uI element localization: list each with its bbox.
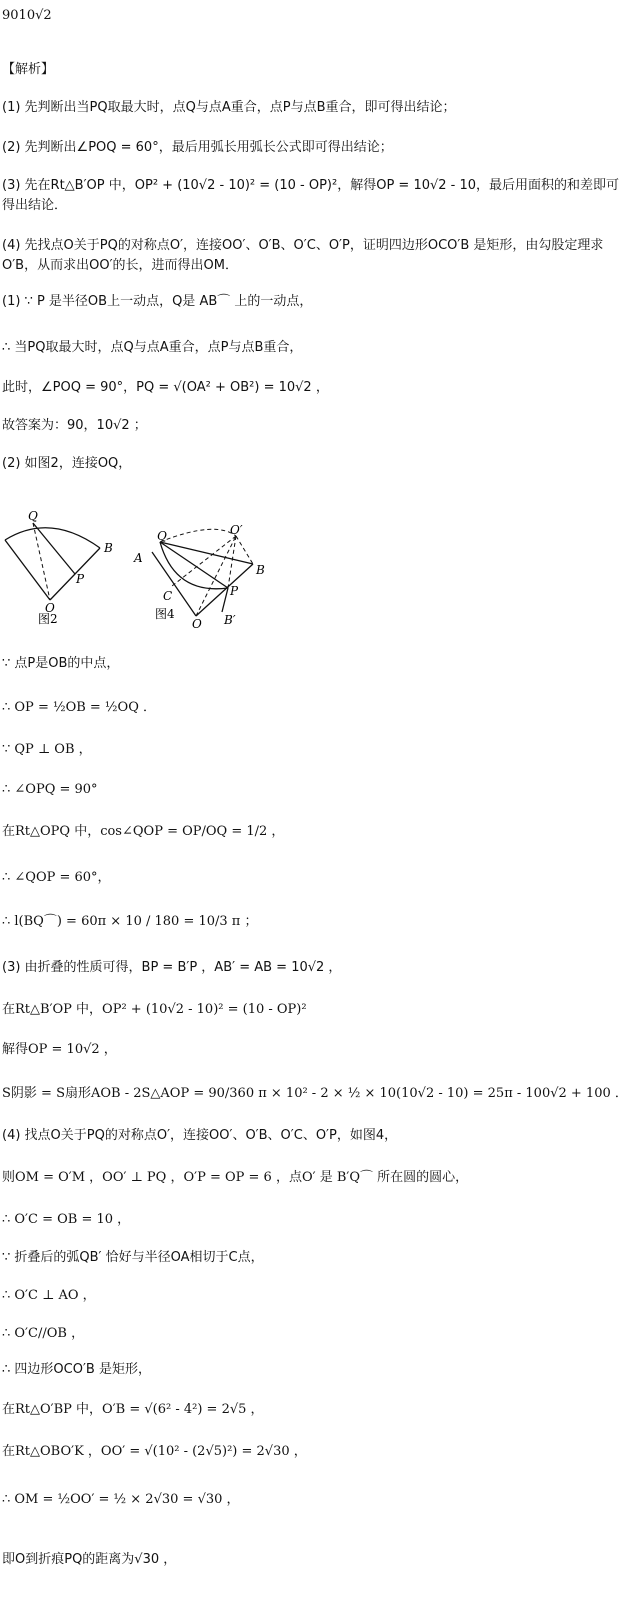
fig2-arc	[5, 528, 100, 548]
fig4-label-b: B	[256, 563, 265, 577]
fig4-label-c: C	[163, 589, 173, 603]
fig2-caption: 图2	[38, 612, 58, 626]
solution-4-line-9: 在Rt△OBO′K ，OO′ = √(10² - (2√5)²) = 2√30 ，	[2, 1444, 307, 1459]
geometry-figures	[0, 500, 300, 640]
fig4-segment-o1b	[236, 536, 253, 564]
solution-2-line-6: ∴ ∠QOP = 60°，	[2, 870, 111, 885]
analysis-4: (4) 先找点O关于PQ的对称点O′，连接OO′、O′B、O′C、O′P，证明四边形OCO′B 是矩形，由勾股定理求O′B，从而求出OO′的长，进而得出OM．	[2, 238, 604, 273]
solution-1-line-3: 此时，∠POQ = 90°，PQ = √(OA² + OB²) = 10√2 ，	[2, 380, 329, 395]
solution-2-intro: (2) 如图2，连接OQ，	[2, 456, 132, 471]
solution-4-line-10: ∴ OM = ½OO′ = ½ × 2√30 = √30 ，	[2, 1492, 240, 1507]
solution-3-line-4: S阴影 = S扇形AOB - 2S△AOP = 90/360 π × 10² - 2 × ½ × 10(10√2 - 10) = 25π - 100√2 + 100 ．	[2, 1086, 628, 1101]
solution-2-line-4: ∴ ∠OPQ = 90°	[2, 782, 98, 797]
solution-3-line-1: (3) 由折叠的性质可得，BP = B′P ，AB′ = AB = 10√2 ，	[2, 960, 342, 975]
solution-2-line-2: ∴ OP = ½OB = ½OQ ．	[2, 700, 156, 715]
solution-4-line-1: (4) 找点O关于PQ的对称点O′，连接OO′、O′B、O′C、O′P，如图4，	[2, 1128, 398, 1143]
solution-4-line-2: 则OM = O′M ，OO′ ⊥ PQ ，O′P = OP = 6 ，点O′ 是 B′Q⌒ 所在圆的圆心，	[2, 1170, 469, 1185]
fig2-label-p: P	[76, 572, 85, 586]
solution-3-line-3: 解得OP = 10√2 ，	[2, 1042, 117, 1057]
fig2-label-q: Q	[28, 509, 38, 523]
fig4-label-q: Q	[157, 529, 167, 543]
analysis-heading: 【解析】	[2, 62, 55, 77]
solution-3-line-2: 在Rt△B′OP 中，OP² + (10√2 - 10)² = (10 - OP)²	[2, 1002, 307, 1017]
solution-2-line-1: ∵ 点P是OB的中点，	[2, 656, 120, 671]
fig4-label-o: O	[192, 617, 202, 631]
solution-4-line-8: 在Rt△O′BP 中，O′B = √(6² - 4²) = 2√5 ，	[2, 1402, 264, 1417]
solution-2-line-7: ∴ l(BQ⌒) = 60π × 10 / 180 = 10/3 π ；	[2, 914, 258, 929]
solution-4-conclusion: 即O到折痕PQ的距离为√30 ，	[2, 1552, 177, 1567]
fig2-label-b: B	[104, 541, 113, 555]
fig4-segment-oo1	[196, 536, 236, 616]
fig4-label-a: A	[134, 551, 143, 565]
fig2-label-o: O	[45, 601, 55, 615]
fig2-segment-qp	[33, 523, 75, 574]
solution-4-line-6: ∴ O′C//OB ，	[2, 1326, 85, 1341]
figure-4	[133, 523, 265, 631]
solution-1-line-1: (1) ∵ P 是半径OB上一动点，Q是 AB⌒ 上的一动点，	[2, 294, 313, 309]
answer-line: 9010√2	[2, 8, 52, 23]
figure-2	[5, 509, 113, 626]
solution-1-line-2: ∴ 当PQ取最大时，点Q与点A重合，点P与点B重合，	[2, 340, 303, 355]
solution-4-line-3: ∴ O′C = OB = 10 ，	[2, 1212, 131, 1227]
solution-1-answer: 故答案为：90，10√2 ；	[2, 418, 147, 433]
analysis-2: (2) 先判断出∠POQ = 60°，最后用弧长用弧长公式即可得出结论；	[2, 140, 393, 155]
fig4-dashed-arc	[160, 529, 236, 542]
solution-2-line-3: ∵ QP ⊥ OB ，	[2, 742, 92, 757]
analysis-3: (3) 先在Rt△B′OP 中，OP² + (10√2 - 10)² = (10 - OP)²，解得OP = 10√2 - 10，最后用面积的和差即可得出结论．	[2, 178, 620, 213]
fig4-label-o1: O′	[230, 523, 243, 537]
solution-4-line-4: ∵ 折叠后的弧QB′ 恰好与半径OA相切于C点，	[2, 1250, 264, 1265]
fig4-caption: 图4	[155, 607, 175, 621]
fig2-radius-oa	[5, 540, 50, 600]
solution-4-line-5: ∴ O′C ⊥ AO ，	[2, 1288, 96, 1303]
fig4-label-b1: B′	[224, 613, 236, 627]
solution-4-line-7: ∴ 四边形OCO′B 是矩形，	[2, 1362, 151, 1377]
analysis-1: (1) 先判断出当PQ取最大时，点Q与点A重合，点P与点B重合，即可得出结论；	[2, 100, 456, 115]
solution-2-line-5: 在Rt△OPQ 中，cos∠QOP = OP/OQ = 1/2 ，	[2, 824, 285, 839]
fig4-label-p: P	[230, 584, 239, 598]
fig4-segment-qb	[160, 542, 253, 564]
